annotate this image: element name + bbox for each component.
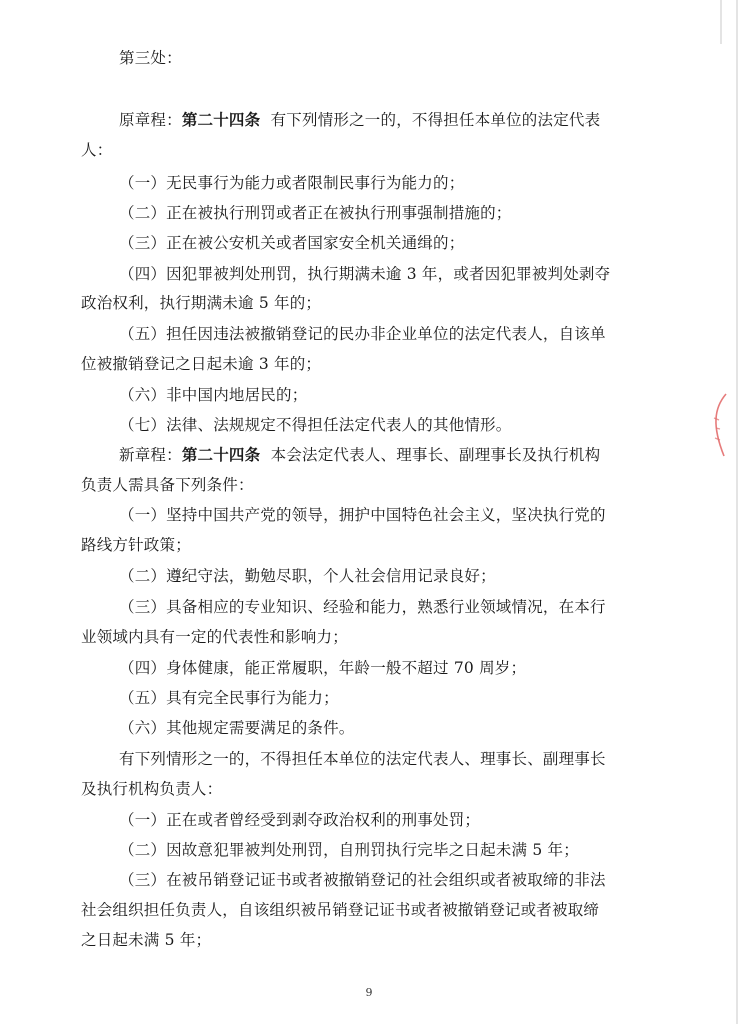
new-item: （二）遵纪守法，勤勉尽职，个人社会信用记录良好； <box>119 567 496 585</box>
original-article: 第二十四条 <box>181 110 261 129</box>
new-item: （三）在被吊销登记证书或者被撤销登记的社会组织或者被取缔的非法 <box>119 871 606 889</box>
new-intro-text: 本会法定代表人、理事长、副理事长及执行机构 <box>270 446 601 464</box>
new-label: 新章程： <box>119 446 182 464</box>
new-item-continuation: 业领域内具有一定的代表性和影响力； <box>81 628 348 646</box>
original-item: （四）因犯罪被判处刑罚，执行期满未逾 3 年，或者因犯罪被判处剥夺 <box>119 265 611 283</box>
new-charter-intro <box>119 445 600 465</box>
new-item-continuation: 之日起未满 5 年； <box>81 931 212 949</box>
new-article: 第二十四条 <box>181 445 261 464</box>
new-item-continuation: 社会组织担任负责人，自该组织被吊销登记证书或者被撤销登记或者被取缔 <box>81 901 600 919</box>
corner-scan-mark <box>718 0 724 44</box>
new-item: （五）具有完全民事行为能力； <box>119 689 339 707</box>
original-item-continuation: 位被撤销登记之日起未逾 3 年的； <box>81 355 322 373</box>
original-item-continuation: 政治权利，执行期满未逾 5 年的； <box>81 294 322 312</box>
new-item: （一）正在或者曾经受到剥夺政治权利的刑事处罚； <box>119 811 481 829</box>
original-item: （一）无民事行为能力或者限制民事行为能力的； <box>119 174 465 192</box>
original-item: （六）非中国内地居民的； <box>119 386 308 404</box>
new-item-continuation: 路线方针政策； <box>81 536 191 554</box>
section-heading: 第三处： <box>119 49 182 67</box>
original-item: （七）法律、法规规定不得担任法定代表人的其他情形。 <box>119 416 512 434</box>
original-item: （五）担任因违法被撤销登记的民办非企业单位的法定代表人，自该单 <box>119 325 606 343</box>
original-intro-text: 有下列情形之一的，不得担任本单位的法定代表 <box>270 111 601 129</box>
red-seal-fragment <box>706 392 730 458</box>
new-item: （一）坚持中国共产党的领导，拥护中国特色社会主义，坚决执行党的 <box>119 506 606 524</box>
original-intro-continuation: 人： <box>81 141 113 159</box>
new-item: （二）因故意犯罪被判处刑罚，自刑罚执行完毕之日起未满 5 年； <box>119 841 579 859</box>
new-item: （三）具备相应的专业知识、经验和能力，熟悉行业领域情况，在本行 <box>119 598 606 616</box>
new-intro-continuation: 负责人需具备下列条件： <box>81 476 254 494</box>
original-item: （二）正在被执行刑罚或者正在被执行刑事强制措施的； <box>119 204 512 222</box>
new-item: （六）其他规定需要满足的条件。 <box>119 719 355 737</box>
original-label: 原章程： <box>119 111 182 129</box>
page-number: 9 <box>365 986 373 999</box>
new-paragraph-2-continuation: 及执行机构负责人： <box>81 780 223 798</box>
original-item: （三）正在被公安机关或者国家安全机关通缉的； <box>119 234 465 252</box>
new-item: （四）身体健康，能正常履职，年龄一般不超过 70 周岁； <box>119 659 527 677</box>
new-paragraph-2: 有下列情形之一的，不得担任本单位的法定代表人、理事长、副理事长 <box>119 750 606 768</box>
original-charter-intro <box>119 110 600 130</box>
